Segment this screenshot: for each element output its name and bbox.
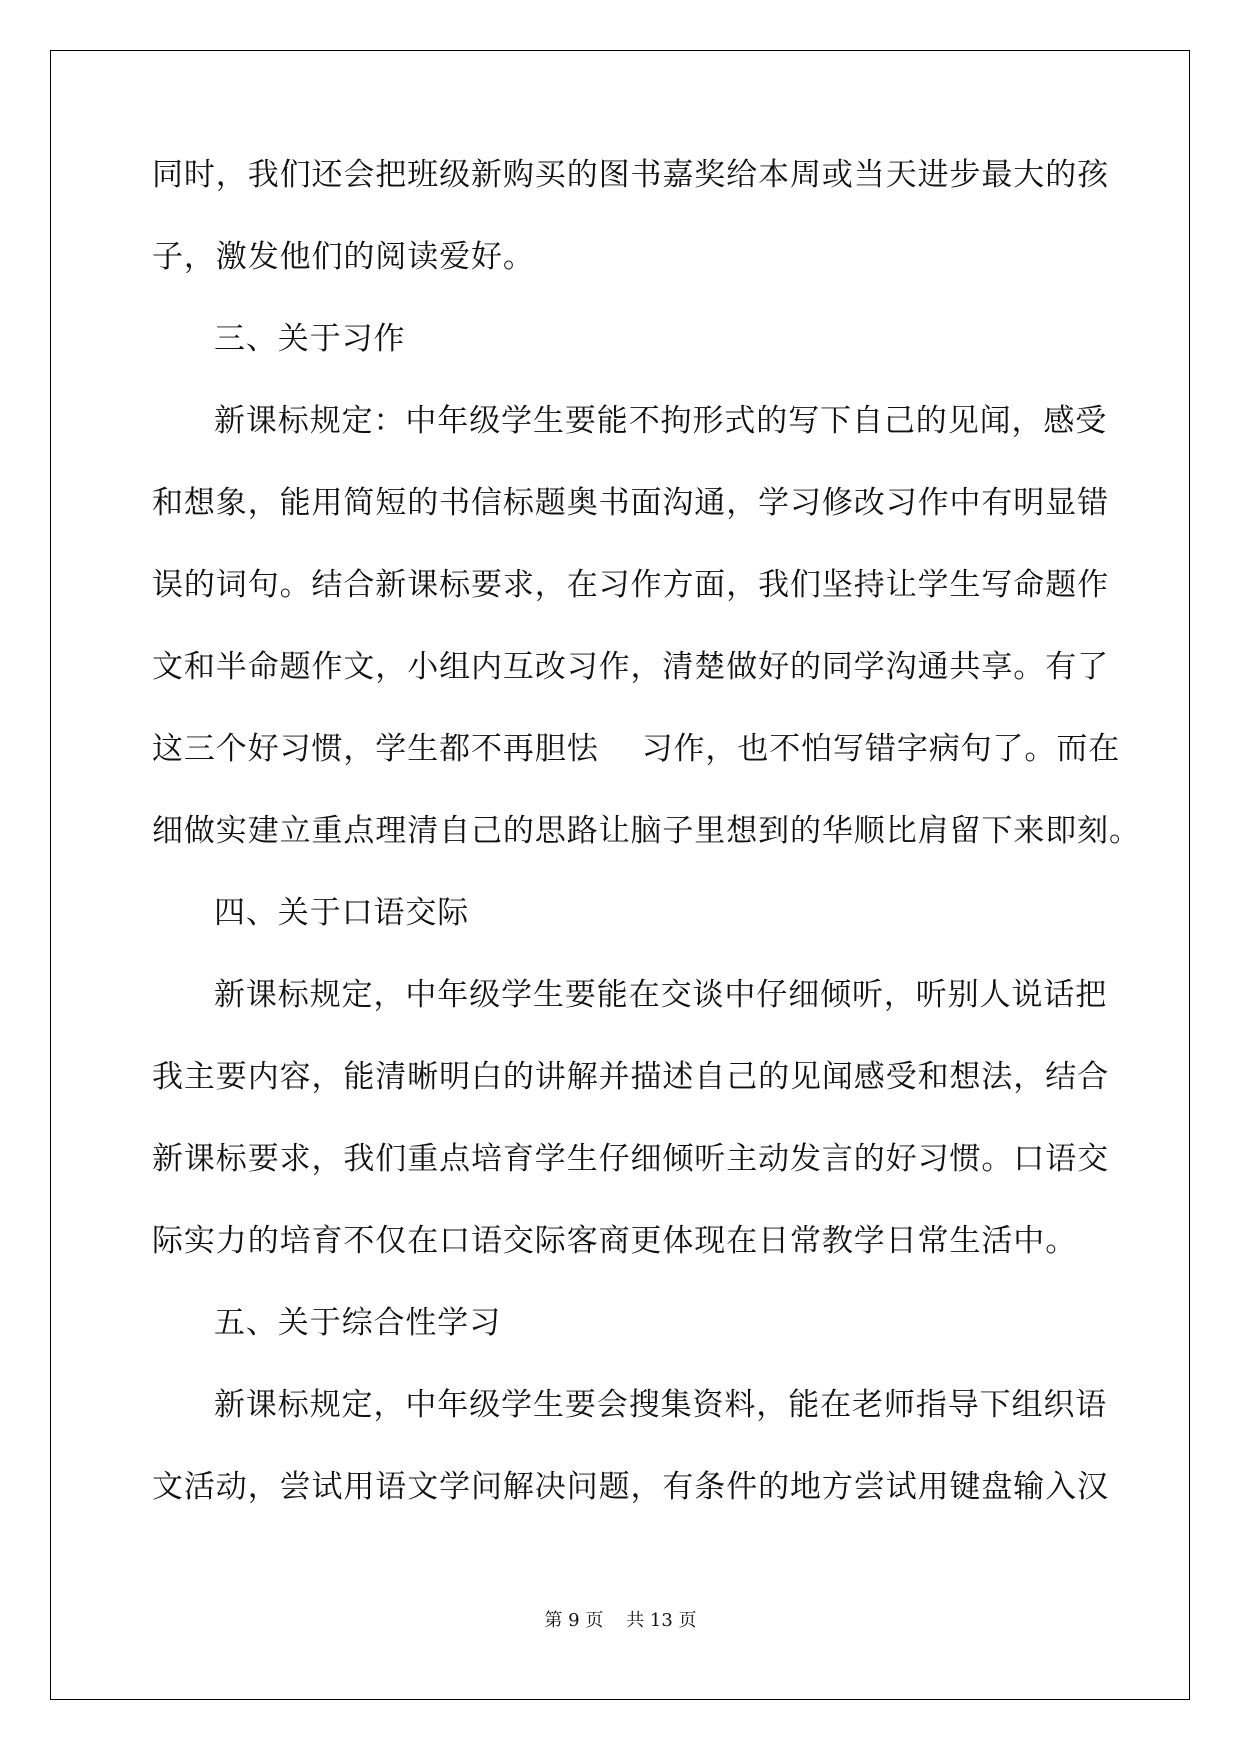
paragraph-line: 新课标规定：中年级学生要能不拘形式的写下自己的见闻，感受 (214, 403, 1108, 439)
paragraph-line: 文和半命题作文，小组内互改习作，清楚做好的同学沟通共享。有了 (152, 649, 1109, 685)
section-heading-writing: 三、关于习作 (214, 321, 406, 357)
paragraph-line: 同时，我们还会把班级新购买的图书嘉奖给本周或当天进步最大的孩 (152, 157, 1109, 193)
paragraph-line: 和想象，能用简短的书信标题奥书面沟通，学习修改习作中有明显错 (152, 485, 1109, 521)
paragraph-line: 这三个好习惯，学生都不再胆怯 习作，也不怕写错字病句了。而在 (152, 731, 1121, 767)
paragraph-line: 文活动，尝试用语文学问解决问题，有条件的地方尝试用键盘输入汉 (152, 1469, 1109, 1505)
paragraph-line: 新课标规定，中年级学生要会搜集资料，能在老师指导下组织语 (214, 1387, 1108, 1423)
section-heading-oral-communication: 四、关于口语交际 (214, 895, 470, 931)
paragraph-line: 我主要内容，能清晰明白的讲解并描述自己的见闻感受和想法，结合 (152, 1059, 1109, 1095)
page-border (50, 50, 1190, 1700)
paragraph-line: 新课标规定，中年级学生要能在交谈中仔细倾听，听别人说话把 (214, 977, 1108, 1013)
paragraph-line: 误的词句。结合新课标要求，在习作方面，我们坚持让学生写命题作 (152, 567, 1109, 603)
section-heading-comprehensive-learning: 五、关于综合性学习 (214, 1305, 502, 1341)
paragraph-line: 子，激发他们的阅读爱好。 (152, 239, 535, 275)
paragraph-line: 际实力的培育不仅在口语交际客商更体现在日常教学日常生活中。 (152, 1223, 1078, 1259)
paragraph-line: 新课标要求，我们重点培育学生仔细倾听主动发言的好习惯。口语交 (152, 1141, 1109, 1177)
page-number-footer: 第 9 页 共 13 页 (544, 1610, 697, 1631)
paragraph-line: 细做实建立重点理清自己的思路让脑子里想到的华顺比肩留下来即刻。 (152, 813, 1141, 849)
